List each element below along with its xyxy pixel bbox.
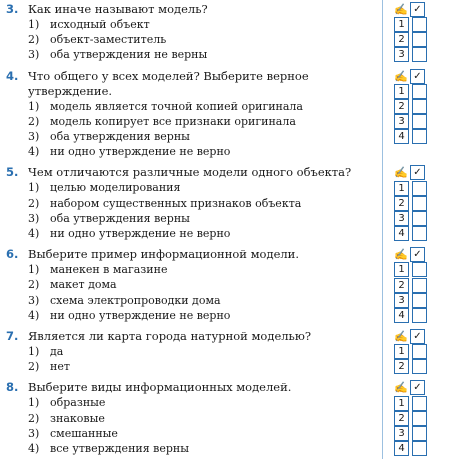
answer-checkbox[interactable]	[412, 441, 427, 456]
question-number: 4.	[6, 68, 19, 83]
answer-number: 4	[394, 308, 409, 323]
answer-checkbox[interactable]	[412, 411, 427, 426]
question-text: Чем отличаются различные модели одного объекта?	[28, 165, 352, 180]
answer-checkbox[interactable]	[412, 114, 427, 129]
answer-number: 1	[394, 396, 409, 411]
option: 4) ни одно утверждение не верно	[28, 308, 231, 322]
answer-checkbox[interactable]	[412, 181, 427, 196]
answer-checkbox[interactable]	[412, 226, 427, 241]
answer-block-5	[394, 165, 427, 241]
pen-icon: ✍	[394, 166, 408, 180]
answer-checkbox[interactable]	[412, 344, 427, 359]
option: 1) да	[28, 345, 64, 359]
option: 2) макет дома	[28, 278, 117, 292]
answer-block-7	[394, 329, 427, 374]
question-number: 8.	[6, 380, 19, 395]
answer-block-4	[394, 69, 427, 145]
option: 2) набором существенных признаков объекта	[28, 196, 302, 210]
option: 1) манекен в магазине	[28, 263, 168, 277]
answer-checkbox[interactable]	[412, 196, 427, 211]
option: 3) оба утверждения верны	[28, 211, 190, 225]
answer-number: 2	[394, 99, 409, 114]
question-text: Как иначе называют модель?	[28, 2, 208, 16]
question-list	[6, 0, 386, 462]
answer-number: 3	[394, 426, 409, 441]
option: 4) ни одно утверждение не верно	[28, 227, 231, 241]
answer-block-3	[394, 2, 427, 63]
question-text: Является ли карта города натурной моделью?	[28, 329, 311, 344]
option: 1) целью моделирования	[28, 181, 181, 195]
answer-checkbox[interactable]	[412, 84, 427, 99]
answer-checkbox[interactable]	[412, 211, 427, 226]
question-3	[6, 2, 386, 63]
option: 3) смешанные	[28, 426, 118, 440]
answer-checkbox[interactable]	[412, 99, 427, 114]
checkmark-icon: ✓	[410, 329, 425, 344]
question-number: 6.	[6, 247, 19, 262]
answer-checkbox[interactable]	[412, 426, 427, 441]
question-7	[6, 329, 386, 374]
answer-checkbox[interactable]	[412, 396, 427, 411]
checkmark-icon: ✓	[410, 2, 425, 17]
pen-icon: ✍	[394, 248, 408, 262]
answer-number: 4	[394, 129, 409, 144]
question-4	[6, 69, 386, 160]
option: 2) знаковые	[28, 411, 105, 425]
question-text: Выберите пример информационной модели.	[28, 247, 299, 262]
answer-number: 1	[394, 84, 409, 99]
answer-checkbox[interactable]	[412, 293, 427, 308]
option: 1) исходный объект	[28, 18, 150, 31]
question-text: Что общего у всех моделей? Выберите верное утверждение.	[28, 68, 309, 98]
answer-number: 3	[394, 211, 409, 226]
option: 4) ни одно утверждение не верно	[28, 145, 231, 159]
option: 4) все утверждения верны	[28, 442, 189, 456]
question-5	[6, 165, 386, 241]
option: 3) оба утверждения верны	[28, 130, 190, 144]
answer-number: 2	[394, 359, 409, 374]
question-number: 7.	[6, 329, 19, 344]
option: 2) объект-заместитель	[28, 33, 167, 47]
answer-number: 1	[394, 181, 409, 196]
answer-number: 2	[394, 278, 409, 293]
answer-number: 1	[394, 17, 409, 32]
answer-number: 2	[394, 196, 409, 211]
checkmark-icon: ✓	[410, 69, 425, 84]
question-number: 5.	[6, 165, 19, 180]
answer-checkbox[interactable]	[412, 129, 427, 144]
answer-number: 2	[394, 32, 409, 47]
question-number: 3.	[6, 2, 19, 16]
checkmark-icon: ✓	[410, 380, 425, 395]
option: 1) модель является точной копией оригинала	[28, 99, 303, 113]
answer-number: 4	[394, 441, 409, 456]
checkmark-icon: ✓	[410, 247, 425, 262]
pen-icon: ✍	[394, 69, 408, 83]
option: 2) модель копирует все признаки оригинала	[28, 114, 296, 128]
answer-checkbox[interactable]	[412, 17, 427, 32]
answer-block-8	[394, 380, 427, 456]
answer-checkbox[interactable]	[412, 262, 427, 277]
answer-checkbox[interactable]	[412, 47, 427, 62]
answer-number: 1	[394, 344, 409, 359]
pen-icon: ✍	[394, 3, 408, 16]
answer-checkbox[interactable]	[412, 308, 427, 323]
question-8	[6, 380, 386, 456]
option: 3) оба утверждения не верны	[28, 48, 208, 62]
option: 2) нет	[28, 360, 70, 374]
question-text: Выберите виды информационных моделей.	[28, 380, 292, 395]
option: 1) образные	[28, 396, 106, 410]
answer-number: 3	[394, 114, 409, 129]
answer-block-6	[394, 247, 427, 323]
question-6	[6, 247, 386, 323]
pen-icon: ✍	[394, 381, 408, 395]
checkmark-icon: ✓	[410, 165, 425, 180]
answer-number: 4	[394, 226, 409, 241]
answer-checkbox[interactable]	[412, 278, 427, 293]
answer-number: 3	[394, 293, 409, 308]
answer-number: 2	[394, 411, 409, 426]
answer-number: 1	[394, 262, 409, 277]
option: 3) схема электропроводки дома	[28, 293, 221, 307]
pen-icon: ✍	[394, 330, 408, 344]
answer-number: 3	[394, 47, 409, 62]
answer-checkbox[interactable]	[412, 32, 427, 47]
answer-checkbox[interactable]	[412, 359, 427, 374]
